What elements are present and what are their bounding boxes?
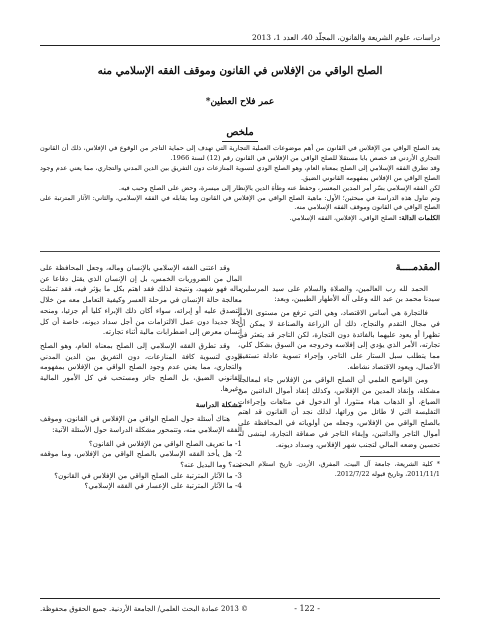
introduction-heading: المقدمــــة bbox=[395, 262, 440, 273]
abstract-heading-underline bbox=[222, 141, 258, 142]
abstract-paragraph: يعد الصلح الواقي من الإفلاس في القانون من أهم موضوعات العملية التجارية التي تهدف إلى حماية التاجر من الوقوع في الإفلاس، ذلك أن القانون التجاري الأردني قد خصص بابا مستقلا للصلح الواقي من الإفلاس في القانون رقم (12) لسنة 1966. bbox=[40, 144, 440, 162]
research-question: 1- ما تعريف الصلح الواقي من الإفلاس في القانون؟ bbox=[88, 438, 242, 448]
abstract-paragraph: وتم تناول هذه الدراسة في مبحثين؛ الأول: ماهية الصلح الواقي من الإفلاس في القانون وما يقابله في الفقه الإسلامي، والثاني: الآثار المترتبة على الصلح الواقي في القانون وموقف الفقه الإسلامي منه. bbox=[40, 193, 440, 212]
author-footnote: * كلية الشريعة، جامعة آل البيت، المفرق، الأردن. تاريخ استلام البحث 2011/11/1، وتاريخ قبوله 2012/7/22. bbox=[238, 460, 440, 478]
research-question: 3- ما الآثار المترتبة على الصلح الواقي من الإفلاس في القانون؟ bbox=[54, 470, 242, 480]
keywords-list: الصلح الواقي، الإفلاس، الفقه الإسلامي. bbox=[289, 214, 397, 223]
abstract-body bbox=[40, 144, 440, 224]
page-footer bbox=[40, 603, 440, 615]
right-column bbox=[238, 263, 440, 482]
keywords-label: الكلمات الدالة: bbox=[398, 214, 440, 223]
copyright-notice: © 2013 عمادة البحث العلمي/ الجامعة الأردنية. جميع الحقوق محفوظة. bbox=[40, 605, 249, 613]
page-number: - 122 - bbox=[294, 604, 320, 613]
body-paragraph: الحمد لله رب العالمين، والصلاة والسلام على سيد المرسلين، سيدنا محمد بن عبد الله وعلى آله الأطهار الطيبين، وبعد: bbox=[238, 283, 440, 304]
abstract-heading bbox=[40, 126, 440, 142]
body-paragraph: وقد اعتنى الفقه الإسلامي بالإنسان وماله، وجعل المحافظة على المال من الضروريات الخمس، بل إن الإنسان الذي يقتل دفاعا عن ماله فهو شهيد، ونتيجة لذلك فقد اهتم بكل ما يؤثر فيه، فقد تمثلت معالجة حالة الإنسان في مرحلة العسر وكيفية التعامل معه من خلال التصدق عليه أو إبرائه، سواء أكان ذلك الإبراء كليا أم جزئيا، ومنحه أجلا جديدا دون عمل الالتزامات من أجل سداد ديونه، خاصة أن كل إنسان معرض إلى اضطرابات مالية أثناء تجارته. bbox=[40, 263, 242, 337]
author-name: عمر فلاح العطين* bbox=[205, 97, 275, 107]
body-paragraph: وقد تطرق الفقه الإسلامي إلى الصلح بمعناه العام، وهو الصلح الودي لتسوية كافة المنازعات، دون التفريق بين الدين المدني والتجاري، مما يعني عدم وجود الصلح الواقي من الإفلاس بمفهومه القانوني الضيق، بل الصلح جائز ومستحب في كل الأمور المالية وغيرها. bbox=[40, 340, 242, 393]
abstract-paragraph: وقد تطرق الفقه الإسلامي إلى الصلح بمعناه العام، وهو الصلح الودي لتسوية المنازعات دون التفريق بين الدين المدني والتجاري، مما يعني عدم وجود الصلح الواقي من الإفلاس بمفهومه القانوني الضيق. bbox=[40, 163, 440, 182]
body-paragraph: فالتجارة هي أساس الاقتصاد، وهي التي ترفع من مستوى الأمم في مجال التقدم والنجاح، ذلك أن الزراعة والصناعة لا يمكن أن تظهرا أو يعود عليهما بالفائدة دون التجارة، لكن التاجر قد يتعثر في تجارته، الأمر الذي يؤدي إلى إفلاسه وخروجه من السوق بشكل كلي، مما يتطلب سبل الستار على التاجر، وإجراء تسوية عادلة تستقيم الأعمال، ويعود الاقتصاد نشاطه. bbox=[238, 308, 440, 371]
footer-divider bbox=[40, 598, 440, 599]
running-header: دراسات، علوم الشريعة والقانون، المجلّد 40، العدد 1، 2013 bbox=[251, 33, 440, 42]
study-problem-heading: مشكلة الدراسة bbox=[195, 400, 242, 410]
article-title: الصلح الواقي من الإفلاس في القانون وموقف الفقه الإسلامي منه bbox=[97, 65, 383, 77]
abstract-paragraph: لكن الفقه الإسلامي بسّر أمر المدين المعسر، وحفظ عنه وطأة الدين بالإنظار إلى ميسرة، وحض على الصلح وحبب فيه. bbox=[118, 183, 440, 192]
left-column bbox=[40, 263, 242, 492]
research-question: 4- ما الآثار المترتبة على الإعسار في الفقه الإسلامي؟ bbox=[84, 481, 242, 491]
body-paragraph: ومن الواضح العلمي أن الصلح الواقي من الإفلاس جاء لمعالجة مشكلة، وإنقاذ المدين من الإفلاس، وكذلك إنقاذ أموال الدائنين من الضياع، أو الذهاب هباء منثورا، أو الدخول في متاهات وإجراءات التفليسة التي لا طائل من ورائها، لذلك نجد أن القانون قد اهتم بالصلح الواقي من الإفلاس، وجعله من أولوياته في المحافظة على أموال التاجر والدائنين، وإبقاء التاجر في صفاقة التجارة، لينشى له تحسين وضعه المالي لتجنب شهر الإفلاس، وسداد ديونه. bbox=[238, 375, 440, 449]
keywords-line bbox=[40, 214, 440, 224]
header-divider bbox=[40, 45, 440, 46]
body-paragraph: هناك أسئلة حول الصلح الواقي من الإفلاس في القانون، وموقف الفقه الإسلامي منه، وتتمحور مشكلة الدراسة حول الأسئلة الآتية: bbox=[40, 414, 242, 434]
abstract-divider bbox=[40, 251, 440, 252]
research-question: 2- هل يأخذ الفقه الإسلامي بالصلح الواقي من الإفلاس، وما موقفه منه؟ وما البديل عنه؟ bbox=[40, 449, 242, 469]
footnote-divider bbox=[360, 456, 440, 457]
abstract-heading-text: ملخص bbox=[226, 127, 254, 138]
